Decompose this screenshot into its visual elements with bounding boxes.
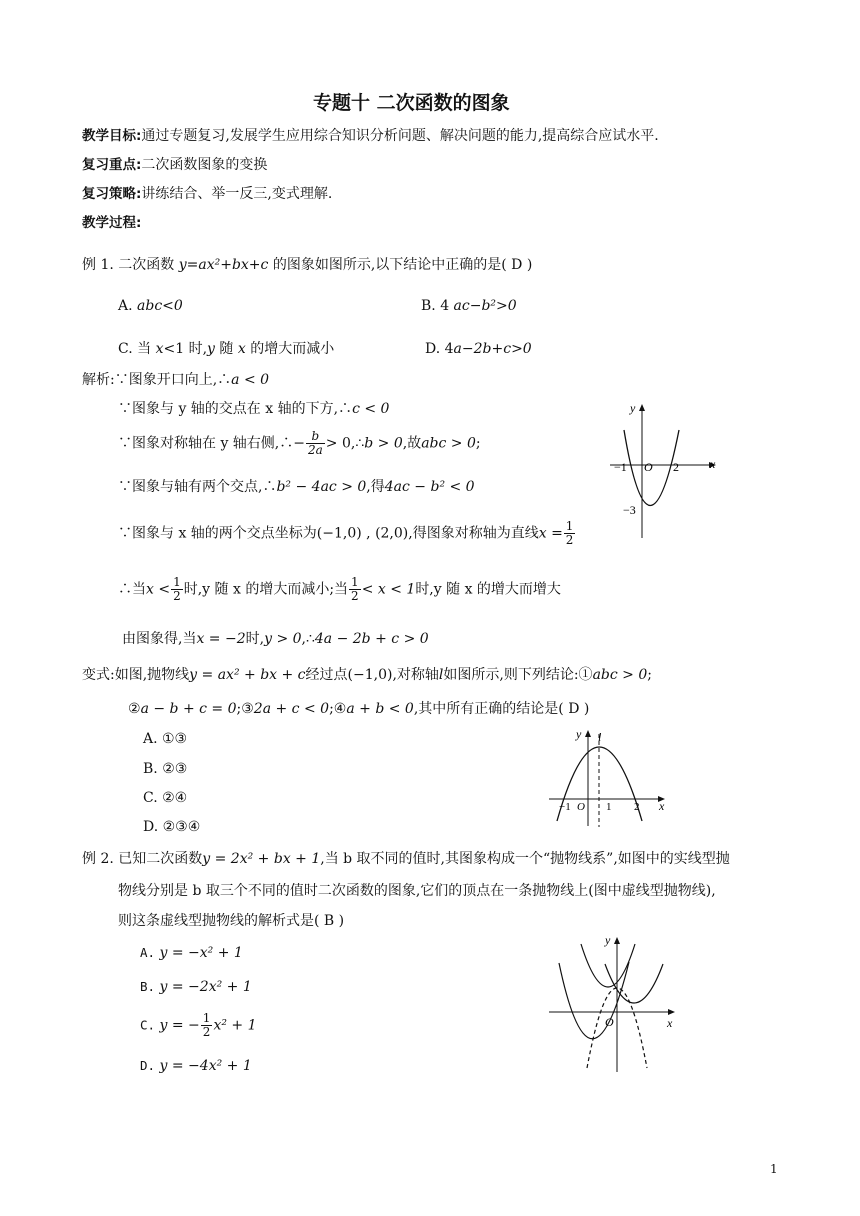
example2-line-3: 则这条虚线型抛物线的解析式是( B ) bbox=[118, 913, 345, 929]
a6-c: 时,y 随 x 的增大而增大 bbox=[415, 581, 561, 598]
analysis-label: 解析: bbox=[82, 372, 115, 388]
half-den: 2 bbox=[565, 533, 574, 547]
ex2-c-label: C. bbox=[140, 1017, 156, 1033]
example1-parabola-graph bbox=[600, 398, 730, 543]
a4-disc: b² − 4ac > 0 bbox=[276, 479, 367, 495]
focus-text: 二次函数图象的变换 bbox=[141, 157, 268, 173]
a4-b: ,得 bbox=[366, 479, 385, 495]
e2-1b: ,当 b 取不同的值时,其图象构成一个“抛物线系”,如图中的实线型抛 bbox=[320, 851, 730, 867]
a7-a: 由图象得,当 bbox=[122, 631, 197, 647]
a7-x: x = −2 bbox=[196, 631, 246, 647]
ex2-option-c bbox=[140, 1012, 256, 1039]
ex1-prefix: 例 1. 二次函数 bbox=[82, 257, 179, 273]
a6-a: ∴当 bbox=[118, 581, 146, 598]
neg-b-over-2a bbox=[306, 430, 325, 457]
ex2-option-d bbox=[140, 1057, 252, 1075]
goal-text: 通过专题复习,发展学生应用综合知识分析问题、解决问题的能力,提高综合应试水平. bbox=[141, 128, 659, 144]
a1-math: a < 0 bbox=[231, 372, 270, 388]
y-axis-arrow bbox=[614, 937, 620, 944]
analysis-line-7 bbox=[122, 630, 429, 648]
page-number: 1 bbox=[770, 1162, 778, 1176]
analysis-line-6 bbox=[118, 576, 561, 603]
a4-a: ∵图象与轴有两个交点,∴ bbox=[118, 479, 277, 495]
process-heading bbox=[82, 214, 141, 232]
ex2-half-num: 1 bbox=[202, 1011, 211, 1025]
ex2-option-a bbox=[140, 944, 243, 962]
ex1-option-c bbox=[118, 340, 334, 358]
a5-points: (−1,0) , (2,0) bbox=[316, 525, 409, 542]
v2-a: ② bbox=[128, 701, 141, 717]
v2-b: ;③ bbox=[236, 701, 254, 717]
v2-c4: a + b < 0 bbox=[346, 701, 414, 717]
variant-option-c: C. ②④ bbox=[143, 790, 188, 806]
opt-c-a: C. 当 bbox=[118, 341, 156, 357]
label-y: y bbox=[605, 933, 611, 947]
frac-den: 2a bbox=[308, 443, 323, 457]
opt-b-math: ac−b²>0 bbox=[453, 298, 517, 314]
variant-option-a: A. ①③ bbox=[143, 731, 188, 747]
v2-c2: a − b + c = 0 bbox=[140, 701, 237, 717]
v1-l: l bbox=[438, 667, 444, 683]
a2-text: ∵图象与 y 轴的交点在 x 轴的下方,∴ bbox=[118, 401, 353, 417]
solid-parabola-left bbox=[559, 962, 629, 1039]
a7-final: 4a − 2b + c > 0 bbox=[314, 631, 429, 647]
review-focus bbox=[82, 156, 267, 174]
ex1-option-b bbox=[421, 297, 517, 315]
v1-b: 经过点 bbox=[305, 667, 348, 683]
strategy-text: 讲练结合、举一反三,变式理解. bbox=[141, 186, 333, 202]
label-origin: O bbox=[644, 460, 653, 474]
a7-c: ,∴ bbox=[301, 631, 315, 647]
label-x: x bbox=[659, 799, 665, 813]
v2-d: ,其中所有正确的结论是( D ) bbox=[413, 701, 590, 717]
ex1-option-d bbox=[425, 340, 532, 358]
a6-b: 时,y 随 x 的增大而减小;当 bbox=[183, 581, 349, 598]
ex2-c-math-b: x² + 1 bbox=[213, 1017, 257, 1034]
opt-d-label: D. 4 bbox=[425, 341, 454, 357]
teaching-goal bbox=[82, 127, 659, 145]
a2-math: c < 0 bbox=[352, 401, 390, 417]
half3-num: 1 bbox=[351, 575, 359, 589]
opt-c-b: <1 时, bbox=[163, 341, 208, 357]
variant-line-1 bbox=[82, 666, 652, 684]
e2-func: y = 2x² + bx + 1 bbox=[202, 851, 321, 867]
label-neg1: −1 bbox=[614, 460, 627, 474]
ex2-c-half bbox=[201, 1012, 213, 1039]
opt-c-x2: x bbox=[237, 341, 246, 357]
opt-a-math: abc<0 bbox=[137, 298, 183, 314]
y-axis-arrow bbox=[585, 730, 591, 737]
solid-parabola-middle bbox=[581, 944, 635, 987]
ex2-c-math-a: y = − bbox=[159, 1017, 200, 1034]
example2-line-1 bbox=[82, 850, 730, 868]
y-axis-arrow bbox=[639, 404, 645, 411]
opt-d-math: a−2b+c>0 bbox=[453, 341, 532, 357]
one-half-2 bbox=[171, 576, 183, 603]
opt-b-label: B. 4 bbox=[421, 298, 454, 314]
label-2: 2 bbox=[673, 460, 679, 474]
a3-b: ,∴ bbox=[350, 435, 365, 452]
half3-den: 2 bbox=[351, 589, 359, 603]
v1-func: y = ax² + bx + c bbox=[189, 667, 306, 683]
ex2-d-math: y = −4x² + 1 bbox=[159, 1058, 252, 1074]
label-y: y bbox=[630, 401, 636, 415]
ex2-d-label: D. bbox=[140, 1058, 156, 1073]
v1-c: ,对称轴 bbox=[392, 667, 439, 683]
analysis-line-2 bbox=[118, 400, 389, 418]
ex2-a-label: A. bbox=[140, 945, 156, 960]
label-neg3: −3 bbox=[623, 503, 636, 517]
half2-den: 2 bbox=[173, 589, 181, 603]
x-axis-arrow bbox=[668, 1009, 675, 1015]
a6-xlt: x < bbox=[146, 581, 171, 598]
label-y: y bbox=[576, 727, 582, 741]
a3-a: ∵图象对称轴在 y 轴右侧,∴ bbox=[118, 435, 294, 452]
strategy-label: 复习策略: bbox=[82, 186, 142, 202]
frac-num: b bbox=[306, 430, 325, 444]
a3-bgt0: b > 0 bbox=[364, 435, 403, 452]
a5-a: ∵图象与 x 轴的两个交点坐标为 bbox=[118, 525, 317, 542]
half2-num: 1 bbox=[173, 575, 181, 589]
ex2-b-label: B. bbox=[140, 979, 156, 994]
v1-point: (−1,0) bbox=[347, 667, 393, 683]
opt-c-d: 的增大而减小 bbox=[245, 341, 335, 357]
analysis-line-1 bbox=[82, 371, 269, 389]
one-half-3 bbox=[349, 576, 361, 603]
analysis-line-3 bbox=[118, 430, 481, 457]
label-origin: O bbox=[605, 1015, 614, 1029]
variant-parabola-graph bbox=[543, 724, 673, 830]
a3-gt0: > 0 bbox=[325, 435, 351, 452]
one-half bbox=[564, 520, 576, 547]
a4-disc2: 4ac − b² < 0 bbox=[384, 479, 475, 495]
opt-a-label: A. bbox=[118, 298, 138, 314]
example2-line-2: 物线分别是 b 取三个不同的值时二次函数的图象,它们的顶点在一条抛物线上(图中虚线型抛物线), bbox=[118, 883, 716, 899]
variant-option-d: D. ②③④ bbox=[143, 819, 201, 835]
a3-c: ,故 bbox=[402, 435, 422, 452]
label-2: 2 bbox=[634, 801, 640, 813]
v2-c: ;④ bbox=[329, 701, 347, 717]
focus-label: 复习重点: bbox=[82, 157, 142, 173]
a6-range: < x < 1 bbox=[361, 581, 416, 598]
half-num: 1 bbox=[565, 519, 574, 533]
analysis-line-5 bbox=[118, 520, 576, 547]
example1-stem bbox=[82, 256, 532, 274]
a5-b: ,得图象对称轴为直线 bbox=[408, 525, 539, 542]
label-x: x bbox=[667, 1016, 673, 1030]
ex2-b-math: y = −2x² + 1 bbox=[159, 979, 252, 995]
v1-abc: abc > 0 bbox=[592, 667, 648, 683]
label-origin: O bbox=[577, 801, 585, 813]
page-title: 专题十 二次函数的图象 bbox=[313, 92, 510, 114]
a3-abc: abc > 0 bbox=[421, 435, 476, 452]
goal-label: 教学目标: bbox=[82, 128, 142, 144]
analysis-line-4 bbox=[118, 478, 475, 496]
label-l: l bbox=[598, 730, 602, 744]
example2-parabola-family-graph bbox=[545, 932, 685, 1078]
a3-minus: − bbox=[293, 435, 305, 452]
variant-line-2 bbox=[128, 700, 589, 718]
opt-c-x: x bbox=[155, 341, 164, 357]
ex1-suffix: 的图象如图所示,以下结论中正确的是( D ) bbox=[268, 257, 533, 273]
v1-e: ; bbox=[647, 667, 652, 683]
label-x: x bbox=[710, 457, 716, 471]
a7-y: y > 0 bbox=[264, 631, 302, 647]
a1-text: ∵图象开口向上,∴ bbox=[114, 372, 232, 388]
ex1-option-a bbox=[118, 297, 183, 315]
ex2-half-den: 2 bbox=[202, 1025, 211, 1039]
review-strategy bbox=[82, 185, 332, 203]
label-neg1: −1 bbox=[559, 801, 571, 813]
a5-xeq: x = bbox=[538, 525, 563, 542]
a7-b: 时, bbox=[245, 631, 265, 647]
solid-parabola-right bbox=[605, 964, 663, 1003]
v2-c3: 2a + c < 0 bbox=[253, 701, 330, 717]
label-1: 1 bbox=[606, 801, 612, 813]
opt-c-c: 随 bbox=[214, 341, 238, 357]
variant-option-b: B. ②③ bbox=[143, 761, 188, 777]
e2-1a: 例 2. 已知二次函数 bbox=[82, 851, 203, 867]
a3-d: ; bbox=[475, 435, 481, 452]
ex2-option-b bbox=[140, 978, 252, 996]
ex1-function: y=ax²+bx+c bbox=[178, 257, 269, 273]
process-label: 教学过程: bbox=[82, 215, 142, 231]
opt-c-y: y bbox=[207, 341, 215, 357]
v1-a: 变式:如图,抛物线 bbox=[82, 667, 190, 683]
ex2-a-math: y = −x² + 1 bbox=[159, 945, 243, 961]
v1-d: 如图所示,则下列结论:① bbox=[443, 667, 593, 683]
